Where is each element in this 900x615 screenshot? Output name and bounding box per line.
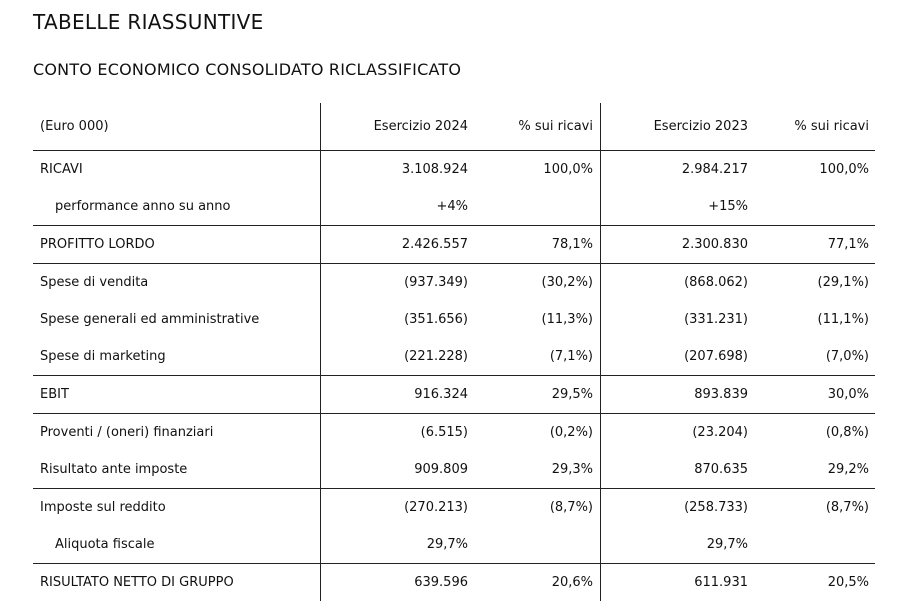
value-2024: (270.213): [321, 489, 477, 527]
pct-2024: 29,3%: [476, 451, 601, 489]
value-2023: (258.733): [601, 489, 753, 527]
value-2023: (331.231): [601, 301, 753, 338]
pct-2023: 29,2%: [752, 451, 875, 489]
pct-2023: [752, 188, 875, 226]
pct-2024: [476, 188, 601, 226]
value-2023: (868.062): [601, 264, 753, 302]
pct-2024: [476, 526, 601, 564]
table-row: [33, 151, 875, 189]
value-2023: 2.300.830: [601, 226, 753, 264]
pct-2023: 77,1%: [752, 226, 875, 264]
row-label: Spese di marketing: [33, 338, 321, 376]
pct-2023: [752, 526, 875, 564]
pct-2023: 100,0%: [819, 162, 869, 177]
page-title: TABELLE RIASSUNTIVE: [33, 10, 264, 34]
pct-2024: 29,5%: [476, 376, 601, 414]
value-2024: +4%: [321, 188, 477, 226]
pct-2024: 20,6%: [551, 575, 593, 590]
pct-2023: (0,8%): [825, 425, 869, 440]
value-2023: (207.698): [601, 338, 753, 376]
value-2023: 893.839: [601, 376, 753, 414]
header-pct-2023: % sui ricavi: [752, 103, 875, 151]
table-row: [33, 301, 875, 338]
table-row: [33, 489, 875, 527]
table-row: [33, 564, 875, 602]
table-row: [33, 376, 875, 414]
value-2023: 29,7%: [601, 526, 753, 564]
pct-2024: (0,2%): [549, 425, 593, 440]
header-unit: (Euro 000): [33, 103, 321, 151]
pct-2023: 20,5%: [827, 575, 869, 590]
table-row: [33, 264, 875, 302]
row-label: EBIT: [33, 376, 321, 414]
table-row: [33, 526, 875, 564]
income-statement-table: [33, 103, 875, 601]
row-label: Risultato ante imposte: [33, 451, 321, 489]
pct-2024: (7,1%): [476, 338, 601, 376]
value-2024: 2.426.557: [321, 226, 477, 264]
row-label: RICAVI: [40, 162, 83, 177]
pct-2023: 30,0%: [752, 376, 875, 414]
header-year-2023: Esercizio 2023: [601, 103, 753, 151]
pct-2024: 100,0%: [543, 162, 593, 177]
row-label: Aliquota fiscale: [33, 526, 321, 564]
pct-2024: (11,3%): [541, 312, 593, 327]
table-row: [33, 188, 875, 226]
header-year-2024: Esercizio 2024: [321, 103, 477, 151]
value-2023: (23.204): [601, 414, 753, 452]
section-title: CONTO ECONOMICO CONSOLIDATO RICLASSIFICATO: [33, 60, 462, 79]
value-2023: 870.635: [601, 451, 753, 489]
table-row: [33, 226, 875, 264]
value-2024: (351.656): [321, 301, 477, 338]
value-2023: +15%: [601, 188, 753, 226]
row-label: PROFITTO LORDO: [33, 226, 321, 264]
pct-2023: (29,1%): [817, 275, 869, 290]
pct-2024: (8,7%): [549, 500, 593, 515]
pct-2023: (11,1%): [817, 312, 869, 327]
value-2024: 639.596: [321, 564, 477, 602]
pct-2023: (7,0%): [752, 338, 875, 376]
value-2023: 611.931: [601, 564, 753, 602]
table-row: [33, 338, 875, 376]
pct-2024: (30,2%): [541, 275, 593, 290]
row-label: performance anno su anno: [33, 188, 321, 226]
value-2024: (221.228): [321, 338, 477, 376]
value-2024: 3.108.924: [321, 151, 477, 189]
row-label: Proventi / (oneri) finanziari: [40, 425, 214, 440]
row-label: Spese di vendita: [40, 275, 149, 290]
pct-2023: (8,7%): [825, 500, 869, 515]
row-label: Spese generali ed amministrative: [40, 312, 260, 327]
table-row: [33, 414, 875, 452]
value-2024: (6.515): [321, 414, 477, 452]
table-header-row: [33, 103, 875, 151]
header-pct-2024: % sui ricavi: [476, 103, 601, 151]
table-row: [33, 451, 875, 489]
row-label: Imposte sul reddito: [40, 500, 166, 515]
value-2024: (937.349): [321, 264, 477, 302]
value-2023: 2.984.217: [601, 151, 753, 189]
value-2024: 916.324: [321, 376, 477, 414]
value-2024: 909.809: [321, 451, 477, 489]
pct-2024: 78,1%: [476, 226, 601, 264]
row-label: RISULTATO NETTO DI GRUPPO: [40, 575, 234, 590]
value-2024: 29,7%: [321, 526, 477, 564]
